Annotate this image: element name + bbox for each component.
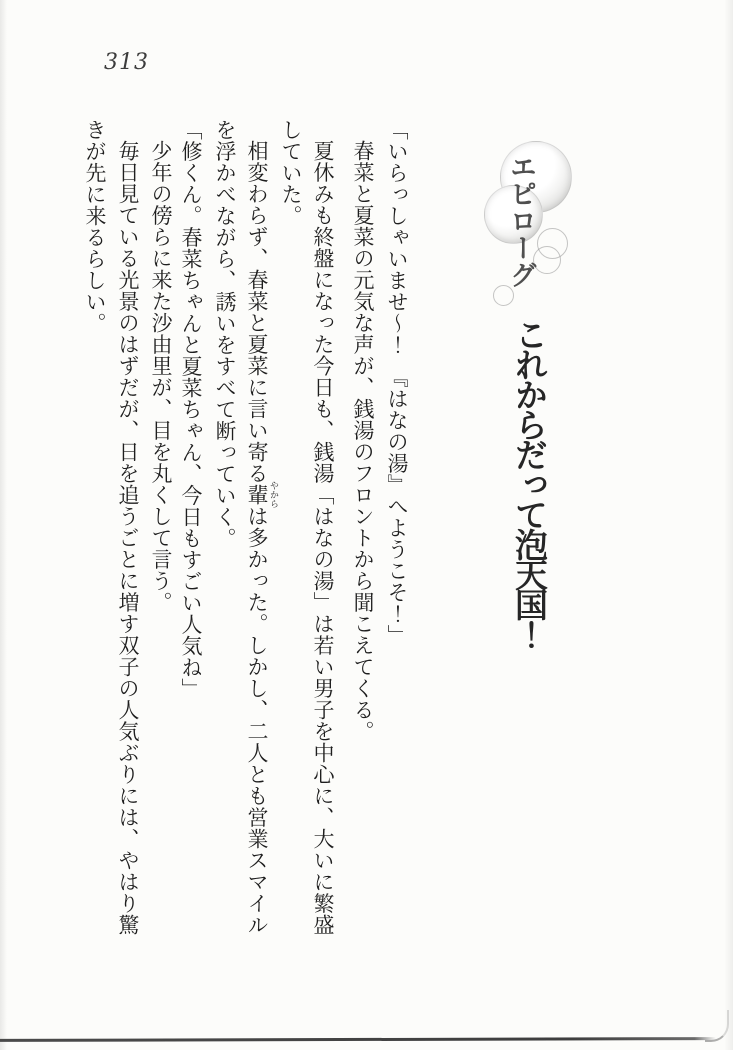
text-column: 夏休みも終盤になった今日も、銭湯「はなの湯」は若い男子を中心に、大いに繁盛 (311, 140, 335, 936)
chapter-label: エピローグ (505, 153, 536, 288)
chapter-title: これからだって泡天国！ (510, 318, 549, 648)
text-column (240, 119, 278, 971)
text-column: きが先に来るらしい。 (83, 119, 107, 334)
text-column: 「修くん。春菜ちゃんと夏菜ちゃん、今日もすごい人気ね」 (179, 119, 203, 700)
text-column: 少年の傍らに来た沙由里が、目を丸くして言う。 (149, 140, 173, 613)
soap-bubble-outline-icon (533, 246, 561, 274)
text-column: 毎日見ている光景のはずだが、日を追うごとに増す双子の人気ぶりには、やはり驚 (116, 140, 140, 936)
ruby-annotation (245, 481, 278, 509)
text-segment: は多かった。しかし、二人とも営業スマイル (245, 505, 269, 936)
page-number: 313 (104, 50, 149, 75)
text-column: していた。 (279, 119, 303, 227)
page-left-edge-shadow (0, 0, 7, 1050)
page-right-edge-shadow (724, 0, 733, 1050)
soap-bubble-tiny-icon (493, 285, 514, 306)
text-column: 春菜と夏菜の元気な声が、銭湯のフロントから聞こえてくる。 (351, 140, 375, 742)
text-column: 「いらっしゃいませ〜！ 『はなの湯』へようこそ！」 (385, 119, 409, 646)
page-bottom-edge-line (0, 1037, 716, 1042)
text-segment: 相変わらず、春菜と夏菜に言い寄る (245, 140, 269, 484)
text-column: を浮かべながら、誘いをすべて断っていく。 (213, 119, 237, 549)
ruby-furigana: やから (268, 481, 278, 509)
ruby-base: 輩 (245, 481, 269, 509)
